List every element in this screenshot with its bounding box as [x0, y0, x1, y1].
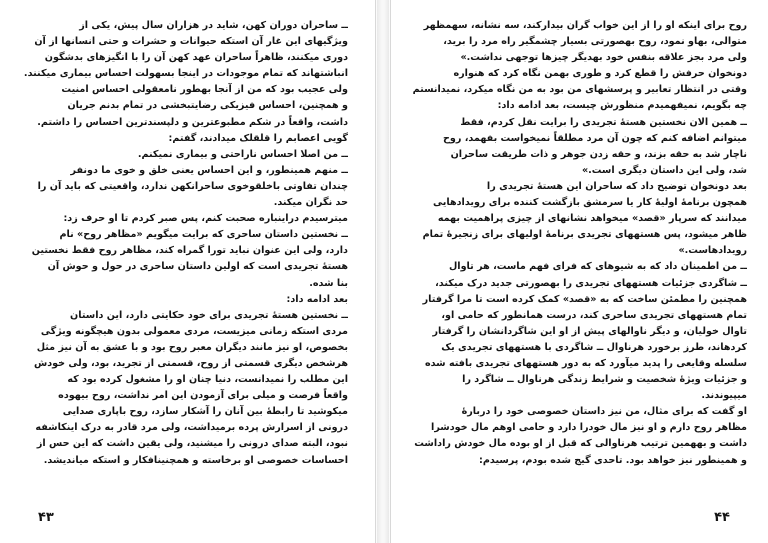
text-line: احساسات خصوصی او برخاسته و همچنینافکار و استکه میاندیشد. [43, 454, 348, 466]
text-line: دوری میکنند، ظاهراً ساحران عهد کهن آن را با انگیزهای بدشگون [44, 52, 348, 64]
text-line: چه بگویم، نمیفهمیدم منظورش چیست، بعد ادامه داد: [497, 100, 747, 112]
text-line: رویدادهاست.» [678, 245, 747, 257]
left-page [0, 0, 376, 543]
text-line: نبود، البته صدای درونی را میشنید، ولی یقین داشت که این حس از [36, 438, 348, 450]
text-line: بعد دونخوان توضیح داد که ساحران این هستهٔ تجریدی را [486, 180, 747, 192]
text-line: و جزئیات ویژهٔ شخصیت و شرایط زندگی هرناوال ــ شاگرد را [462, 374, 747, 386]
text-line: ــ من اطمینان داد که به شیوهای که فرای فهم ماست، هر تاوال [448, 261, 747, 273]
left-page-number: ۴۳ [38, 510, 54, 525]
text-line: واقعاً فرصت و میلی برای آزمودن این امر نداشت، روح بیهوده [58, 390, 348, 402]
text-line: ولی عجیب بود که من از آنجا بهطور نامعقولی احساس امنیت [61, 84, 348, 96]
text-line: بنا شده. [309, 277, 348, 289]
text-line: و همینطور نیز خواهد بود. تاحدی گیج شده بودم، پرسیدم: [479, 454, 747, 466]
text-line: تمام هستههای تجریدی ساحری کند، درست همانطور که حامی او، [441, 309, 747, 321]
text-line: میترسیدم دراینباره صحبت کنم، پس صبر کردم تا او حرف زد: [63, 213, 348, 225]
text-line: ــ ساحران دوران کهن، شاید در هزاران سال پیش، یکی از [79, 20, 348, 31]
text-line: میتوانم اضافه کنم که چون آن مرد مطلقاً نمیخواست بفهمد، روح [442, 132, 747, 144]
text-line: میکوشید تا رابطهٔ بین آنان را آشکار سازد، روح باپاری صدایی [62, 406, 348, 418]
text-line: ــ همین الان نخستین هستهٔ تجریدی را برایت نقل کردم، فقط [460, 116, 747, 128]
text-line: کردهاند، طرز برخورد هرناوال ــ شاگردی با هستههای تجریدی یک [441, 341, 747, 353]
text-line: مردی استکه زمانی میزیست، مردی معمولی بدون هیچگونه ویژگی [40, 325, 348, 337]
text-line: درونی از اسرارش پرده برمیداشت، ولی مرد قادر به درک اینکاشفه [35, 422, 348, 434]
right-page-number: ۴۴ [714, 510, 730, 525]
text-line: ــ نخستین هستهٔ تجریدی برای خود حکایتی دارد، این داستان [70, 309, 348, 321]
text-line: ناچار شد به حقه بزند، و حقه زدن جوهر و ذات طریقت ساحران [450, 148, 747, 160]
text-line: هرشخص دیگری قسمتی از روح، قسمتی از تجرید، بود، ولی خودش [33, 357, 348, 369]
text-line: داشت و بههمین ترتیب هرناوالی که قبل از او بوده مال خودش راداشت [414, 438, 747, 450]
text-line: و همچنین، احساس فیزیکی رضایتبخشی در تمام بدنم جریان [67, 100, 348, 112]
text-line: داشت، واقعاً در شکم مطبوعترین و دلپسندترین احساس را داشتم. [37, 116, 348, 128]
text-line: انباشتهاند که تمام موجودات در اینجا بسهولت احساس بیماری میکنند. [23, 68, 348, 80]
text-line: وقتی در انتظار تعابیر و پرسشهای من بود به من نگاه میکرد، نمیدانستم [412, 84, 747, 96]
text-line: دونخوان حرفش را قطع کرد و طوری بهمن نگاه کرد که هنواره [453, 68, 747, 80]
text-line: ظاهر میشود، پس هستههای تجریدی برنامهٔ اولیهای برای زنجیرهٔ تمام [422, 229, 747, 241]
text-line: دارد، ولی این عنوان نباید تورا گمراه کند، مظاهر روح فقط نخستین [31, 245, 348, 257]
text-line: بعد ادامه داد: [286, 293, 348, 305]
right-page-text [407, 18, 747, 469]
text-line: شد، ولی این داستان دیگری است.» [581, 164, 747, 176]
text-line: ــ نخستین داستان ساحری که برایت میگویم «مظاهر روح» نام [59, 229, 348, 241]
text-line: مظاهر روح دارم و او نیز مال خودرا دارد و حامی اوهم مال خودشرا [431, 422, 747, 434]
right-page [390, 0, 768, 543]
text-line: او گفت که برای مثال، من نیز داستان خصوصی خود را دربارهٔ [461, 406, 747, 418]
text-line: این مطلب را نمیدانست، دنیا چنان او را مشغول کرده بود که [67, 374, 348, 386]
text-line: حد نگران میکند. [273, 197, 348, 209]
text-line: ــ من اصلا احساس ناراحتی و بیماری نمیکنم. [137, 148, 348, 160]
text-line: تاوال خولیان، و دیگر ناوالهای پیش از او این شاگردانشان را گرفتار [432, 325, 747, 337]
text-line: سلسله وقایعی را پدید میآورد که به دور هستههای تجریدی بافته شده [424, 357, 747, 369]
text-line: گویی اعصابم را قلقلک میدادند، گفتم: [168, 132, 348, 144]
left-page-text [22, 18, 348, 469]
text-line: هستهٔ تجریدی است که اولین داستان ساحری در حول و حوش آن [47, 261, 348, 273]
text-line: ولی مرد بجز علاقه بنفس خود بهدیگر چیزها توجهی نداشت.» [460, 52, 747, 64]
text-line: ویژگیهای این غار آن استکه حیوانات و حشرات و حتی انسانها از آن [34, 36, 348, 48]
text-line: چندان تفاوتی باخلقوخوی ساحرانکهن ندارد، واقعیتی که باید آن را [37, 180, 348, 192]
text-line: ــ شاگردی جزئیات هستههای تجریدی را بهصورتی جدید درک میکند، [435, 277, 747, 289]
text-line: بخصوص، او نیز مانند دیگران معبر روح بود و با عشق به آن نیز مثل [36, 341, 348, 353]
book-gutter [377, 0, 389, 543]
text-line: همچنین را مطمئن ساخت که به «قصد» کمک کرده است تا مرا گرفتار [422, 293, 747, 305]
text-line: میپیوندند. [701, 390, 747, 402]
text-line: متوالی، بهاو نمود، روح بهصورتی بسیار چشمگیر راه مرد را برید، [443, 36, 747, 48]
text-line: روح برای اینکه او را از این خواب گران بیدارکند، سه نشانه، سهمظهر [423, 20, 747, 31]
text-line: میدانند که سرپار «قصد» میخواهد نشانهای از چیزی پراهمیت بهمه [437, 213, 747, 225]
text-line: همچون برنامهٔ اولیهٔ کار یا سرمشق بازگشت کننده برای رویدادهایی [433, 197, 747, 209]
text-line: ــ منهم همینطور، و این احساس یعنی خلق و خوی ما دونفر [70, 164, 348, 176]
